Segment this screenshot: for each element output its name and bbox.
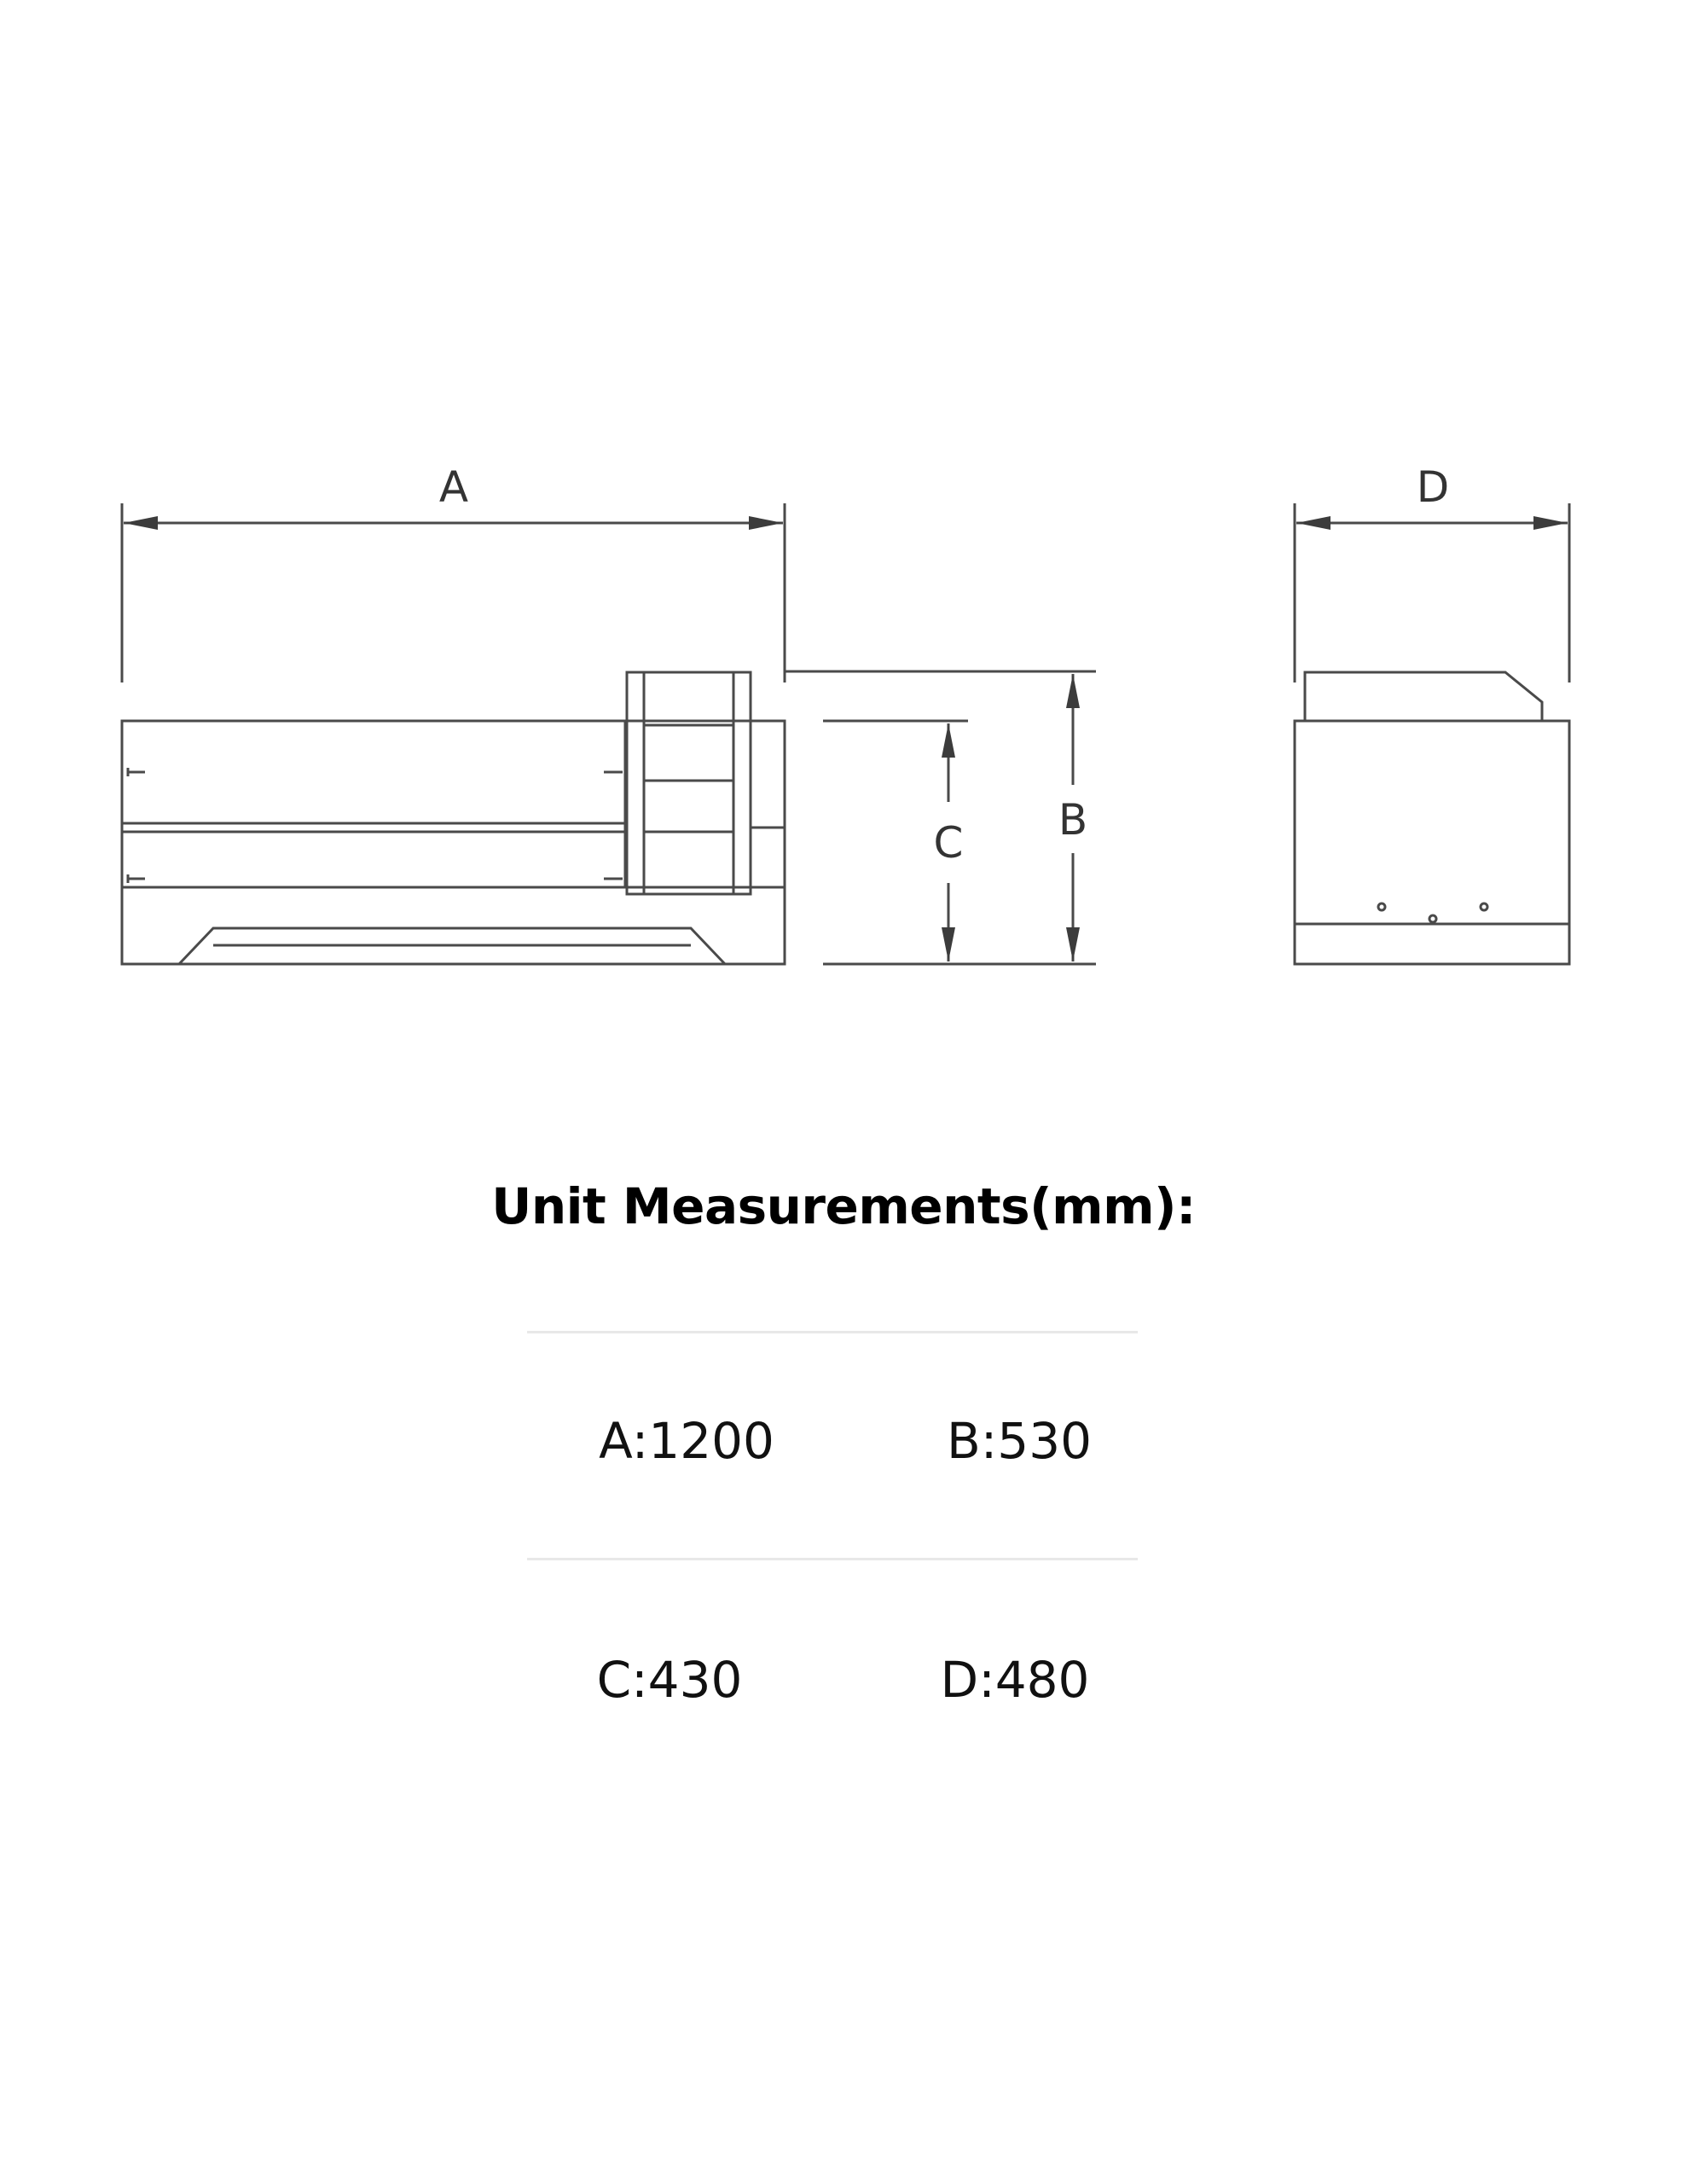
measurements-heading: Unit Measurements(mm): (491, 1177, 1196, 1235)
side-body (1295, 721, 1569, 964)
side-hole-2 (1429, 915, 1436, 922)
roller-frame (627, 672, 751, 894)
measurement-a: A:1200 (599, 1412, 774, 1470)
dim-label-d: D (1416, 462, 1450, 512)
front-view (122, 503, 785, 964)
side-hole-3 (1481, 903, 1487, 910)
measurement-b: B:530 (946, 1412, 1093, 1470)
base-plinth (122, 887, 785, 964)
dim-label-a: A (438, 462, 469, 512)
dim-label-c: C (933, 818, 964, 868)
divider (527, 1558, 1138, 1560)
roller-housing (625, 721, 785, 887)
measurement-d: D:480 (940, 1651, 1090, 1709)
main-body (122, 721, 625, 887)
side-hole-1 (1378, 903, 1385, 910)
measurement-c: C:430 (596, 1651, 743, 1709)
divider (527, 1331, 1138, 1333)
side-view (1295, 503, 1569, 964)
side-top-cover (1305, 672, 1542, 721)
dim-label-b: B (1058, 795, 1088, 845)
